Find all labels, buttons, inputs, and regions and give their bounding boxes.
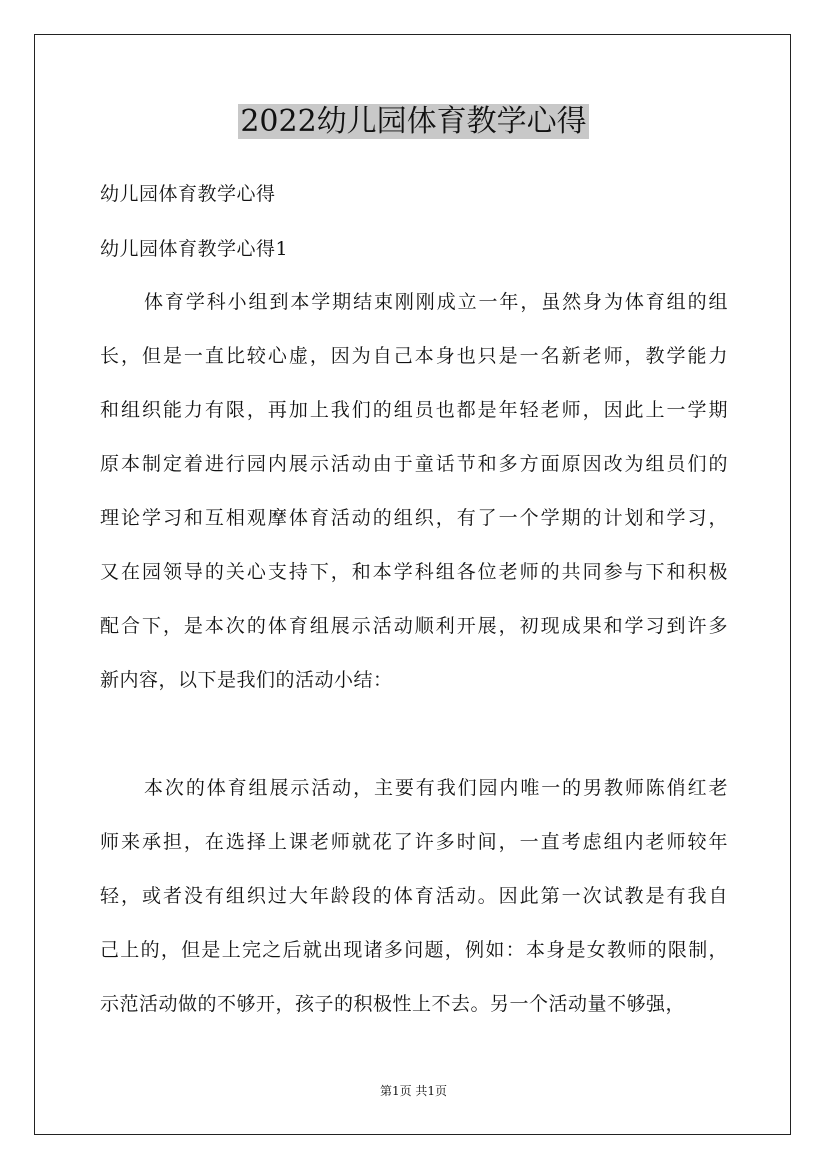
paragraph-line: 己上的，但是上完之后就出现诸多问题，例如：本身是女教师的限制，	[100, 939, 728, 961]
document-title-text: 2022幼儿园体育教学心得	[240, 104, 587, 139]
section-heading: 幼儿园体育教学心得1	[100, 238, 289, 260]
paragraph-line: 理论学习和互相观摩体育活动的组织，有了一个学期的计划和学习，	[100, 507, 728, 529]
paragraph-line: 配合下，是本次的体育组展示活动顺利开展，初现成果和学习到许多	[100, 615, 728, 637]
paragraph-line: 和组织能力有限，再加上我们的组员也都是年轻老师，因此上一学期	[100, 399, 728, 421]
paragraph-line: 新内容，以下是我们的活动小结：	[100, 669, 393, 691]
document-title	[0, 100, 827, 144]
paragraph-line: 轻，或者没有组织过大年龄段的体育活动。因此第一次试教是有我自	[100, 885, 728, 907]
paragraph-line: 原本制定着进行园内展示活动由于童话节和多方面原因改为组员们的	[100, 453, 728, 475]
paragraph-line: 本次的体育组展示活动，主要有我们园内唯一的男教师陈俏红老	[144, 777, 728, 799]
page-footer: 第1页 共1页	[379, 1084, 448, 1098]
document-subtitle: 幼儿园体育教学心得	[100, 183, 276, 205]
paragraph-line: 体育学科小组到本学期结束刚刚成立一年，虽然身为体育组的组	[144, 291, 728, 313]
paragraph-line: 师来承担，在选择上课老师就花了许多时间，一直考虑组内老师较年	[100, 831, 728, 853]
paragraph-line: 长，但是一直比较心虚，因为自己本身也只是一名新老师，教学能力	[100, 345, 728, 367]
paragraph-line: 又在园领导的关心支持下，和本学科组各位老师的共同参与下和积极	[100, 561, 728, 583]
paragraph-line: 示范活动做的不够开，孩子的积极性上不去。另一个活动量不够强，	[100, 993, 686, 1015]
